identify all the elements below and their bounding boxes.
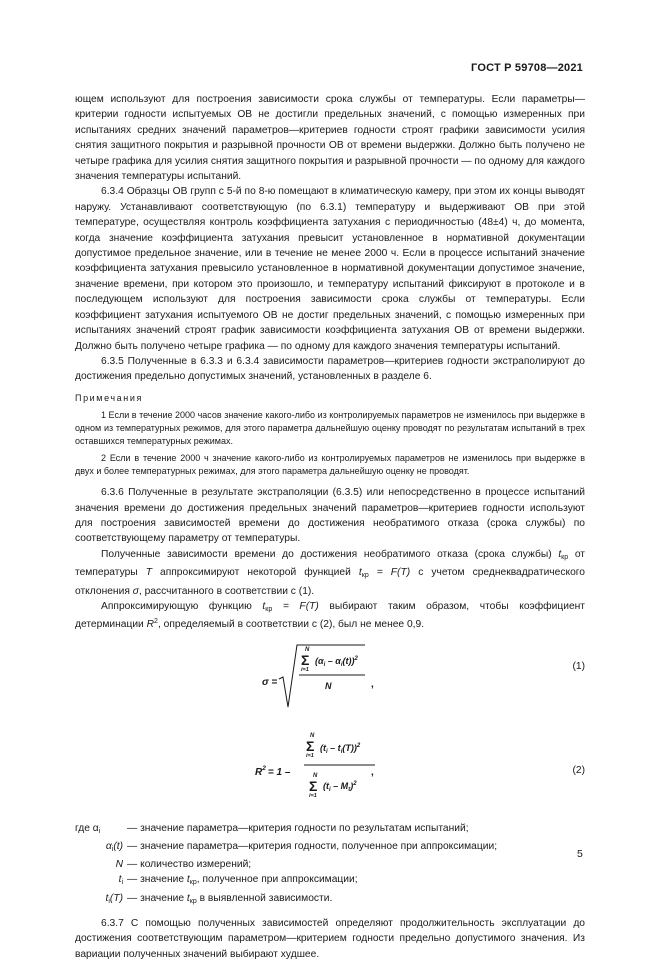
formula-2-den-sum-top: N	[313, 772, 318, 779]
legend-row	[75, 857, 585, 872]
formula-2-denominator: $(t_i - M_t)^2$	[323, 780, 357, 793]
legend-symbol: $\alpha_i(t)$	[105, 841, 123, 854]
legend-text: — значение $t_{кр}$ в выявленной зависимости.	[127, 892, 333, 905]
formula-2-sum-bottom: i=1	[306, 752, 314, 759]
paragraph-6-3-4: 6.3.4 Образцы ОВ групп с 5-й по 8-ю помещают в климатическую камеру, при этом их концы выводят наружу. Устанавливают соответствующую (по 6.3.1) температуру и выдерживают ОВ при этой температуре, осуществляя контроль коэффициента затухания с периодичностью (48±4) ч, до момента, когда значение коэффициента затухания превысит установленное в нормативной документации допустимое предельное значение, или в течение не менее 2000 ч. Если в процессе испытаний значение коэффициента затухания превысило установленное в нормативной документации допустимое значение, значение времени, при котором это произошло, и температуру испытаний фиксируют в протоколе и в последующем используют для построения зависимости срока службы от температуры. Если коэффициент затухания испытуемого ОВ не достиг предельных значений, с помощью измеренных при испытаниях значений строят график зависимости коэффициента затухания ОВ от времени выдержки. Должно быть получено четыре графика — по одному для каждого значения температуры испытаний.	[75, 186, 585, 352]
note-1: 1 Если в течение 2000 часов значение какого-либо из контролируемых параметров не изменилось при выдержке в одном из температурных режимов, для этого параметра дальнейшую оценку проводят по результатам испытаний в трех оставшихся температурных режимах.	[75, 409, 585, 447]
paragraph-6-3-5: 6.3.5 Полученные в 6.3.3 и 6.3.4 зависимости параметров—критериев годности экстраполируют до достижения предельно допустимых значений, установленных в разделе 6.	[75, 355, 585, 383]
formula-1-denominator: N	[325, 680, 332, 691]
legend-row	[75, 872, 585, 890]
sum-sign-1: Σ	[301, 651, 310, 668]
legend-symbol: N	[115, 859, 123, 871]
legend-text: — значение $t_{кр}$, полученное при аппроксимации;	[127, 874, 358, 887]
formula-2	[75, 725, 585, 817]
legend-text: — количество измерений;	[127, 859, 252, 871]
paragraph-6-3-6: 6.3.6 Полученные в результате экстраполяции (6.3.5) или непосредственно в процессе испытаний значения времени до достижения предельных значений параметров—критериев годности используют для построения зависимостей времени до достижения необратимого отказа (срока службы) по соответствующему параметру от температуры.	[75, 487, 585, 545]
legend-text: — значение параметра—критерия годности, полученное при аппроксимации;	[127, 841, 498, 853]
formula-1-sum-top: N	[305, 646, 310, 653]
paragraph-continuation: ющем используют для построения зависимости срока службы от температуры. Если параметры—критерии годности испытуемых ОВ не достигли предельных значений, с помощью измеренных при испытаниях средних значений параметров—критериев годности строят графики зависимости усилия снятия защитного покрытия и разрывной прочности ОВ от времени выдержки. Должно быть получено не четыре графика для усилия снятия защитного покрытия и разрывной прочности — по одному для каждого значения температуры испытаний.	[75, 94, 585, 183]
sum-sign-2: Σ	[306, 737, 315, 754]
formula-1-graphic	[75, 637, 515, 721]
page-number: 5	[577, 848, 583, 860]
sqrt-sign	[279, 645, 365, 707]
formula-2-lhs: $R^2 = 1$ –	[255, 764, 291, 778]
legend-symbol: где $\alpha_i$	[75, 822, 101, 835]
legend-symbol: $t_i(T)$	[105, 892, 123, 905]
sum-sign-3: Σ	[309, 777, 318, 794]
legend-text: — значение параметра—критерия годности по результатам испытаний;	[127, 822, 469, 834]
formula-2-sum-top: N	[310, 732, 315, 739]
formula-2-number: (2)	[572, 764, 585, 776]
formula-1-comma: ,	[371, 678, 374, 690]
page-body	[75, 92, 585, 962]
legend-row	[75, 891, 585, 909]
note-2: 2 Если в течение 2000 ч значение какого-либо из контролируемых параметров не изменилось при выдержке в двух и более температурных режимах, для этого параметра дальнейшую оценку не проводят.	[75, 452, 585, 476]
formula-2-den-sum-bottom: i=1	[309, 792, 317, 799]
document-standard-header: ГОСТ Р 59708—2021	[471, 62, 583, 74]
symbol-legend	[75, 821, 585, 909]
formula-1-lhs: σ =	[262, 676, 278, 688]
legend-row	[75, 839, 585, 857]
notes-heading: Примечания	[75, 392, 143, 403]
formula-1-numerator: $(\alpha_i - \alpha_i(t))^2$	[315, 655, 358, 668]
formula-1-number: (1)	[572, 660, 585, 672]
paragraph-determination: Аппроксимирующую функцию $t_{кр} = F(T)$ выбирают таким образом, чтобы коэффициент детерминации $R^2$, определяемый в соответствии с (2), был не менее 0,9.	[75, 601, 585, 631]
paragraph-approximation: Полученные зависимости времени до достижения необратимого отказа (срока службы) $t_{кр}$ от температуры T аппроксимируют некоторой функцией $t_{кр} = F(T)$ с учетом среднеквадратического отклонения σ, рассчитанного в соответствии с (1).	[75, 548, 585, 597]
formula-2-graphic	[75, 725, 515, 817]
formula-2-comma: ,	[371, 766, 374, 778]
paragraph-6-3-7: 6.3.7 С помощью полученных зависимостей определяют продолжительность эксплуатации до достижения соответствующим параметром—критерием годности предельно допустимого значения. Из вариации полученных значений выбирают худшее.	[75, 917, 585, 960]
legend-symbol: $t_i$	[118, 874, 123, 887]
formula-1	[75, 637, 585, 721]
formula-2-numerator: $(t_i - t_i(T))^2$	[320, 742, 361, 755]
formula-1-sum-bottom: i=1	[301, 666, 309, 673]
legend-row	[75, 821, 585, 839]
